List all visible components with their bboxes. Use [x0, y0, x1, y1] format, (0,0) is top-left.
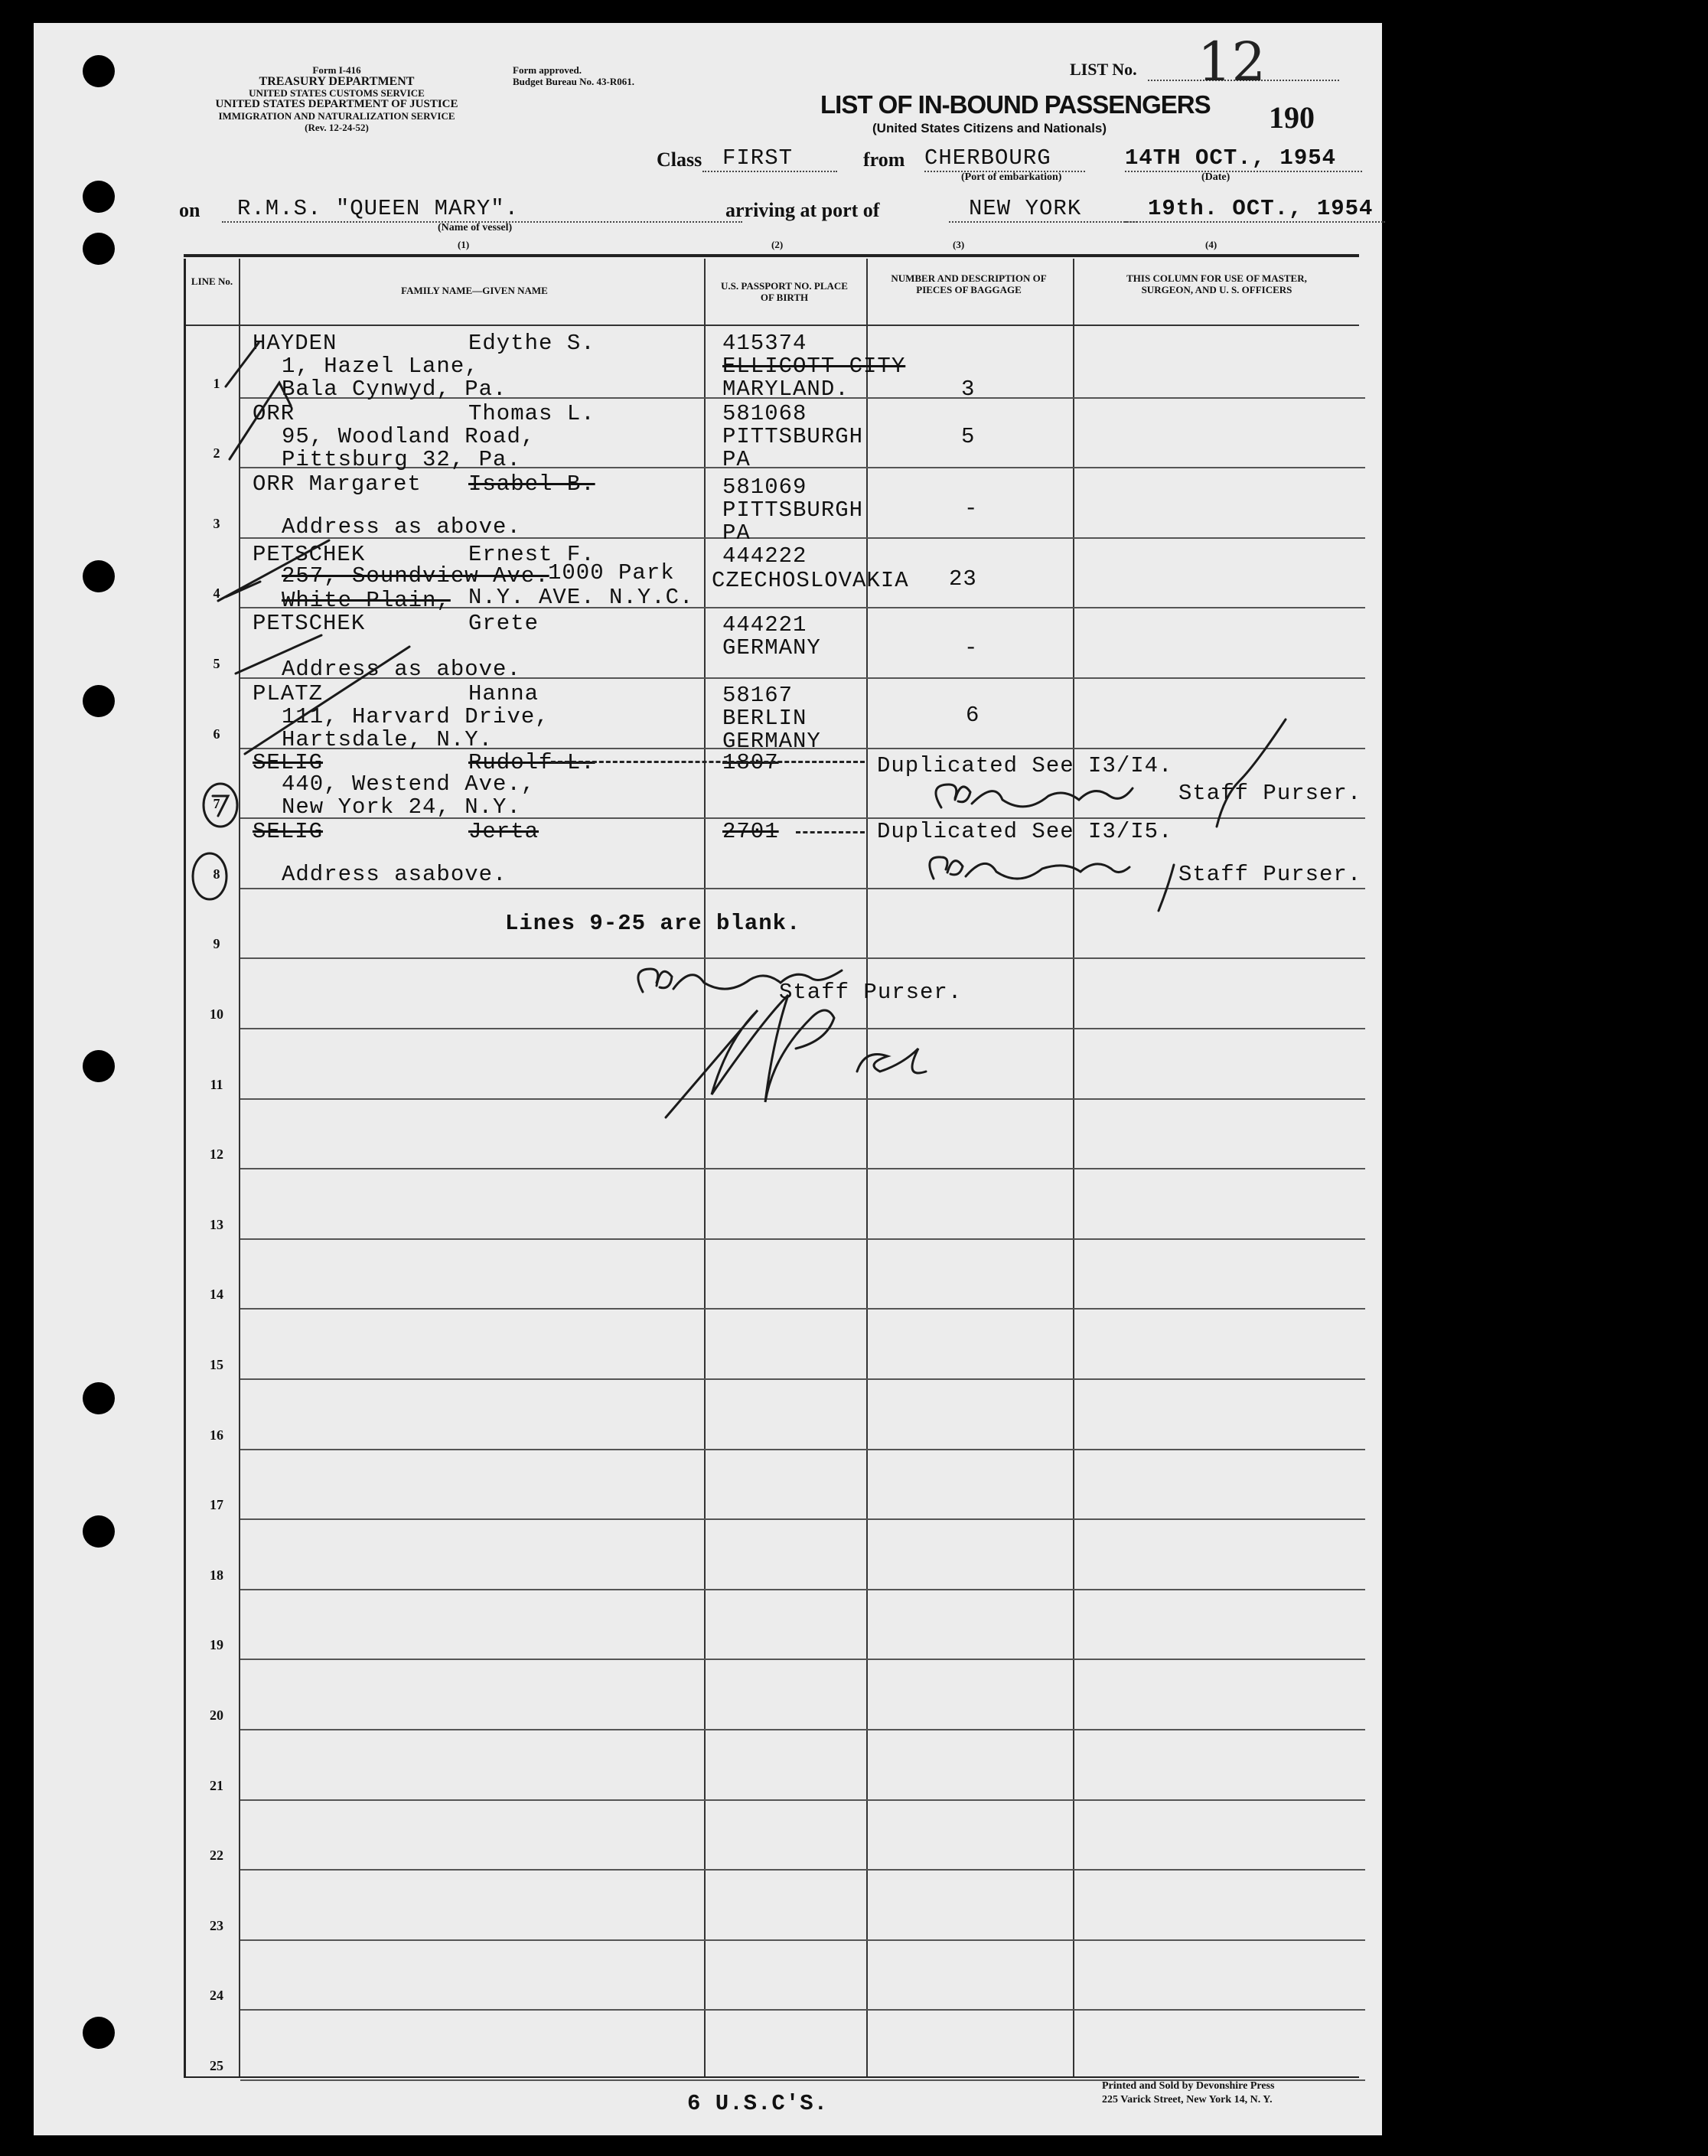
circled-eight	[193, 853, 227, 899]
form-approved: Form approved.	[513, 64, 582, 76]
blank-lines-note: Lines 9-25 are blank.	[505, 911, 801, 936]
port-of-embarkation: CHERBOURG	[924, 145, 1085, 172]
line-number: 9	[213, 936, 220, 951]
col-num-4: (4)	[1205, 239, 1217, 250]
line-number: 21	[210, 1778, 223, 1793]
check-mark	[218, 540, 329, 601]
given-name: Hanna	[468, 681, 539, 706]
baggage-count: 3	[961, 377, 976, 402]
line-number: 23	[210, 1918, 223, 1933]
check-mark	[226, 343, 291, 459]
treasury-label: TREASURY DEPARTMENT	[259, 75, 415, 88]
passport-number: 415374	[722, 331, 807, 356]
customs-label: UNITED STATES CUSTOMS SERVICE	[249, 87, 425, 99]
address-line: Bala Cynwyd, Pa.	[282, 377, 507, 402]
given-name-struck: Rudolf L.	[468, 750, 595, 775]
baggage-count: -	[964, 496, 979, 521]
address-line: Address asabove.	[282, 862, 507, 887]
embarkation-date: 14TH OCT., 1954	[1125, 145, 1362, 172]
line-number: 8	[213, 866, 220, 882]
birth-place: PA	[722, 520, 751, 546]
birth-place: PITTSBURGH	[722, 424, 864, 449]
address-line: Address as above.	[282, 514, 521, 540]
line-number: 7	[213, 796, 220, 811]
circled-seven	[213, 796, 228, 816]
from-label: from	[863, 148, 905, 171]
address-line: New York 24, N.Y.	[282, 794, 521, 820]
duplicate-note: Duplicated See I3/I5.	[877, 819, 1173, 844]
line-number: 3	[213, 516, 220, 531]
arrival-port: NEW YORK	[949, 196, 1137, 223]
uscs-footer: 6 U.S.C'S.	[687, 2091, 829, 2116]
passport-number: 444221	[722, 612, 807, 638]
passport-number: 581068	[722, 401, 807, 426]
given-name: Ernest F.	[468, 542, 595, 567]
line-number: 16	[210, 1427, 223, 1443]
line-number: 1	[213, 376, 220, 391]
header-officers: THIS COLUMN FOR USE OF MASTER, SURGEON, AND U. S. OFFICERS	[1126, 272, 1307, 295]
passport-number: 581069	[722, 475, 807, 500]
port-caption: (Port of embarkation)	[961, 171, 1062, 183]
family-name: ORR	[253, 401, 295, 426]
date-caption: (Date)	[1201, 171, 1230, 183]
address-line: 1000 Park	[548, 560, 675, 585]
given-name: Thomas L.	[468, 401, 595, 426]
justice-label: UNITED STATES DEPARTMENT OF JUSTICE	[215, 98, 458, 110]
class-label: Class	[657, 148, 702, 171]
baggage-count: 23	[949, 566, 977, 592]
circled-seven	[204, 784, 237, 827]
printer-line-2: 225 Varick Street, New York 14, N. Y.	[1102, 2094, 1273, 2105]
line-number: 17	[210, 1497, 223, 1512]
line-number: 15	[210, 1357, 223, 1372]
header-name: FAMILY NAME—GIVEN NAME	[401, 285, 548, 296]
line-number: 5	[213, 656, 220, 671]
check-mark	[236, 635, 409, 754]
given-name: Edythe S.	[468, 331, 595, 356]
header-line-no: LINE No.	[191, 276, 233, 287]
line-number: 12	[210, 1146, 223, 1162]
address-line: 95, Woodland Road,	[282, 424, 536, 449]
birth-place: MARYLAND.	[722, 377, 849, 402]
class-value: FIRST	[702, 145, 837, 172]
line-number: 20	[210, 1708, 223, 1723]
arrival-date: 19th. OCT., 1954	[1125, 196, 1385, 223]
address-line-struck: White Plain,	[282, 588, 451, 613]
purser-signature	[638, 969, 842, 992]
birth-place-struck: ELLICOTT CITY	[722, 354, 906, 379]
address-line: Hartsdale, N.Y.	[282, 727, 494, 752]
birth-place: GERMANY	[722, 635, 821, 660]
vessel-name: R.M.S. "QUEEN MARY".	[222, 196, 742, 223]
address-line: 1, Hazel Lane,	[282, 354, 479, 379]
line-number: 19	[210, 1637, 223, 1652]
line-number: 13	[210, 1217, 223, 1232]
birth-place: CZECHOSLOVAKIA	[712, 568, 909, 593]
line-number: 10	[210, 1006, 223, 1022]
line-number: 6	[213, 726, 220, 742]
family-name: ORR Margaret	[253, 471, 422, 497]
passport-number: 444222	[722, 543, 807, 569]
header-passport: U.S. PASSPORT NO. PLACE OF BIRTH	[721, 280, 848, 303]
family-name: PLATZ	[253, 681, 324, 706]
line-number: 22	[210, 1848, 223, 1863]
officer-signature	[666, 995, 926, 1117]
baggage-count: 5	[961, 424, 976, 449]
birth-place: PA	[722, 447, 751, 472]
duplicate-note: Duplicated See I3/I4.	[877, 753, 1173, 778]
line-number: 25	[210, 2058, 223, 2073]
vessel-caption: (Name of vessel)	[438, 222, 513, 233]
list-no-label: LIST No.	[1070, 60, 1137, 79]
address-line: Pittsburg 32, Pa.	[282, 447, 521, 472]
line-number: 24	[210, 1988, 223, 2003]
family-name-struck: SELIG	[253, 819, 324, 844]
ins-label: IMMIGRATION AND NATURALIZATION SERVICE	[218, 110, 455, 122]
line-number: 2	[213, 445, 220, 461]
staff-purser-label: Staff Purser.	[1178, 781, 1362, 806]
birth-place: PITTSBURGH	[722, 497, 864, 523]
col-num-3: (3)	[953, 239, 965, 250]
line-number: 18	[210, 1567, 223, 1583]
page-subtitle: (United States Citizens and Nationals)	[872, 121, 1107, 135]
printer-line-1: Printed and Sold by Devonshire Press	[1102, 2080, 1275, 2092]
line-number: 4	[213, 585, 220, 601]
arriving-label: arriving at port of	[725, 199, 880, 221]
baggage-count: -	[964, 635, 979, 660]
list-no-value: 12	[1198, 31, 1266, 93]
revision-label: (Rev. 12-24-52)	[305, 122, 369, 133]
birth-place: BERLIN	[722, 706, 807, 731]
address-line: 440, Westend Ave.,	[282, 771, 536, 797]
staff-purser-label: Staff Purser.	[1178, 862, 1362, 887]
family-name: PETSCHEK	[253, 611, 366, 636]
passport-number-struck: 2701	[722, 819, 779, 844]
address-line-struck: 257, Soundview Ave.	[282, 563, 549, 589]
family-name: HAYDEN	[253, 331, 337, 356]
purser-signature	[930, 857, 1174, 911]
line-number: 11	[210, 1077, 223, 1092]
family-name: PETSCHEK	[253, 542, 366, 567]
address-line: N.Y. AVE. N.Y.C.	[468, 585, 694, 610]
page-title: LIST OF IN-BOUND PASSENGERS	[820, 90, 1211, 119]
address-line: 111, Harvard Drive,	[282, 704, 549, 729]
given-name: Grete	[468, 611, 539, 636]
birth-place: GERMANY	[722, 729, 821, 754]
given-name-struck: Jerta	[468, 819, 539, 844]
baggage-count: 6	[966, 703, 980, 728]
passport-number: 58167	[722, 683, 794, 708]
col-num-2: (2)	[771, 239, 784, 250]
col-num-1: (1)	[458, 239, 470, 250]
budget-bureau: Budget Bureau No. 43-R061.	[513, 76, 635, 87]
on-label: on	[179, 199, 200, 221]
line-number: 14	[210, 1287, 223, 1302]
staff-purser-label: Staff Purser.	[779, 980, 963, 1005]
purser-signature	[936, 719, 1286, 827]
sheet-number: 190	[1269, 100, 1315, 135]
address-line: Address as above.	[282, 657, 521, 682]
passport-number-struck: 1807	[722, 750, 779, 775]
given-name-struck: Isabel B.	[468, 471, 595, 497]
header-baggage: NUMBER AND DESCRIPTION OF PIECES OF BAGGAGE	[891, 272, 1047, 295]
family-name-struck: SELIG	[253, 750, 324, 775]
form-id: Form I-416	[312, 64, 361, 76]
